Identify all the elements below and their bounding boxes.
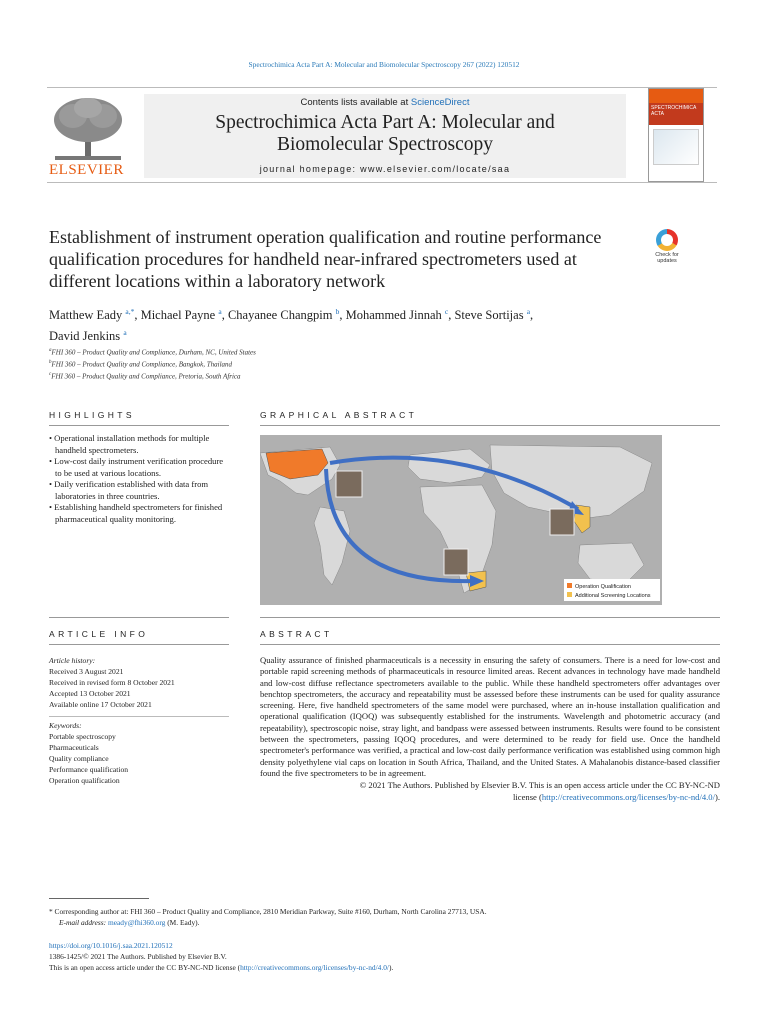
keyword: Pharmaceuticals xyxy=(49,743,99,752)
copyright-line: © 2021 The Authors. Published by Elsevier B.V. This is an open access article under the CC BY-NC-ND xyxy=(359,780,720,791)
journal-homepage[interactable]: journal homepage: www.elsevier.com/locate/saa xyxy=(259,164,511,174)
abstract-text: Quality assurance of finished pharmaceuticals is a necessity in ensuring the safety of consumers. There is a need for low-cost and portable rapid screening methods of pharmaceuticals in resource limited areas. Recent advances in technology have made handheld and low-cost diffuse reflectance spectrometers available to the public. While these handheld spectrometers offer advantages over benchtop spectrometers, the accuracy and repeatability must be assessed before these instruments can be used for quality assurance screening. Here, five handheld spectrometers of the same model were purchased, where an in-house installation qualification and operational qualification (IQOQ) was subsequently established for the instruments. Wavelength and photometric accuracy (and repeatability), spectroscopic noise, stray light, and bandpass were assessed between instruments. Results were found to be consistent between the spectrometers, passing IQOQ procedures, and were determined to be ready for field use. Once the handheld spectrometer's performance was verified, a practical and low-cost daily performance verification was established using common high density polyethylene vial caps on location in South Africa, Thailand, and the United States. A Mahalanobis distance-based classifier found the five spectrometers to be in agreement. xyxy=(260,655,720,778)
article-info-heading: ARTICLE INFO xyxy=(49,629,149,639)
cover-image xyxy=(653,129,699,165)
contents-line xyxy=(144,97,626,108)
history-item: Received in revised form 8 October 2021 xyxy=(49,678,175,687)
masthead-center xyxy=(144,94,626,178)
instrument-photo-thailand xyxy=(550,509,574,535)
history-item: Accepted 13 October 2021 xyxy=(49,689,131,698)
highlights-heading: HIGHLIGHTS xyxy=(49,410,135,420)
highlight-item: • Establishing handheld spectrometers for finished pharmaceutical quality monitoring. xyxy=(49,502,229,525)
divider xyxy=(49,617,229,618)
affiliation-list xyxy=(49,346,549,381)
abstract-block xyxy=(260,655,720,803)
divider xyxy=(49,644,229,645)
history-item: Available online 17 October 2021 xyxy=(49,700,152,709)
legend-label-oq: Operation Qualification xyxy=(575,584,631,590)
history-label: Article history: xyxy=(49,656,96,665)
cover-title: SPECTROCHIMICA ACTA xyxy=(649,103,703,125)
sciencedirect-link[interactable]: ScienceDirect xyxy=(410,97,470,108)
keyword: Operation qualification xyxy=(49,776,120,785)
author[interactable]: Steve Sortijas $^a$ xyxy=(454,307,531,323)
divider xyxy=(49,425,229,426)
journal-title-line1: Spectrochimica Acta Part A: Molecular and xyxy=(215,112,555,133)
license-prefix: license ( xyxy=(513,791,542,802)
instrument-photo-south-africa xyxy=(444,549,468,575)
abstract-heading: ABSTRACT xyxy=(260,629,333,639)
divider xyxy=(260,617,720,618)
history-item: Received 3 August 2021 xyxy=(49,667,124,676)
author[interactable]: Michael Payne $^a$ xyxy=(140,307,222,323)
footer-license-link[interactable]: http://creativecommons.org/licenses/by-nc-nd/4.0/ xyxy=(240,963,389,972)
instrument-photo-usa xyxy=(336,471,362,497)
affiliation: $^a$FHI 360 – Product Quality and Compliance, Durham, NC, United States xyxy=(49,348,256,357)
keyword: Portable spectroscopy xyxy=(49,732,116,741)
divider xyxy=(260,425,720,426)
highlight-item: • Daily verification established with data from laboratories in three countries. xyxy=(49,479,229,502)
author[interactable]: Mohammed Jinnah $^c$ xyxy=(345,307,449,323)
legend-label-screening: Additional Screening Locations xyxy=(575,593,651,599)
license-link[interactable]: http://creativecommons.org/licenses/by-nc-nd/4.0/ xyxy=(541,791,715,802)
highlight-item: • Operational installation methods for multiple handheld spectrometers. xyxy=(49,433,229,456)
keyword: Quality compliance xyxy=(49,754,109,763)
copyright-notice xyxy=(260,780,720,803)
author[interactable]: David Jenkins $^a$ xyxy=(49,328,127,344)
page-footer xyxy=(49,940,719,973)
email-note xyxy=(49,917,719,928)
email-label: E-mail address: xyxy=(59,918,108,927)
crossmark-icon xyxy=(656,229,678,251)
journal-cover-thumbnail[interactable] xyxy=(648,88,704,182)
journal-title-line2: Biomolecular Spectroscopy xyxy=(276,134,494,155)
elsevier-tree-icon xyxy=(47,94,129,164)
highlight-item: • Low-cost daily instrument verification procedure to be used at various locations. xyxy=(49,456,229,479)
license-suffix: ). xyxy=(714,791,720,802)
affiliation: $^c$FHI 360 – Product Quality and Compliance, Pretoria, South Africa xyxy=(49,371,241,380)
article-title: Establishment of instrument operation qualification and routine performance qualification procedures for handheld near-infrared spectrometers used at different locations within a laboratory network xyxy=(49,227,602,291)
issn-line: 1386-1425/© 2021 The Authors. Published by Elsevier B.V. xyxy=(49,952,227,961)
keywords-label: Keywords: xyxy=(49,721,82,730)
journal-title xyxy=(144,112,626,156)
world-map-figure xyxy=(260,435,662,605)
graphical-abstract-heading: GRAPHICAL ABSTRACT xyxy=(260,410,418,420)
publisher-name: ELSEVIER xyxy=(49,162,124,178)
journal-masthead xyxy=(47,87,717,183)
divider xyxy=(49,716,229,717)
author[interactable]: Chayanee Changpim $^b$ xyxy=(227,307,340,323)
crossmark-badge[interactable] xyxy=(650,229,684,265)
contents-prefix: Contents lists available at xyxy=(300,97,411,108)
author-list: Matthew Eady $^{a,*}$, Michael Payne $^a$, Chayanee Changpim $^b$, Mohammed Jinnah $^c$, Steve Sortijas $^a$, David Jenkins $^a$ xyxy=(49,307,534,344)
open-access-line: This is an open access article under the CC BY-NC-ND license (http://creativecommons.org/licenses/by-nc-nd/4.0/). xyxy=(49,963,394,972)
divider xyxy=(260,644,720,645)
footnotes xyxy=(49,906,719,928)
highlights-list xyxy=(49,433,229,525)
keyword: Performance qualification xyxy=(49,765,129,774)
footnote-rule xyxy=(49,898,149,899)
doi-link[interactable]: https://doi.org/10.1016/j.saa.2021.120512 xyxy=(49,941,173,950)
legend-swatch-screening xyxy=(567,592,572,597)
crossmark-label: Check for updates xyxy=(655,252,679,264)
graphical-abstract-figure[interactable] xyxy=(260,435,662,605)
running-head[interactable]: Spectrochimica Acta Part A: Molecular and Biomolecular Spectroscopy 267 (2022) 120512 xyxy=(248,60,520,69)
article-info-block xyxy=(49,655,229,786)
email-suffix: (M. Eady). xyxy=(165,918,200,927)
author[interactable]: Matthew Eady $^{a,*}$ xyxy=(49,307,135,323)
affiliation: $^b$FHI 360 – Product Quality and Compliance, Bangkok, Thailand xyxy=(49,359,233,369)
corresponding-author-note: * Corresponding author at: FHI 360 – Product Quality and Compliance, 2810 Meridian Parkway, Suite #160, Durham, North Carolina 27713, USA. xyxy=(49,907,487,916)
email-link[interactable]: meady@fhi360.org xyxy=(108,918,166,927)
elsevier-logo[interactable] xyxy=(47,94,129,180)
cover-band xyxy=(649,89,703,103)
legend-swatch-oq xyxy=(567,583,572,588)
